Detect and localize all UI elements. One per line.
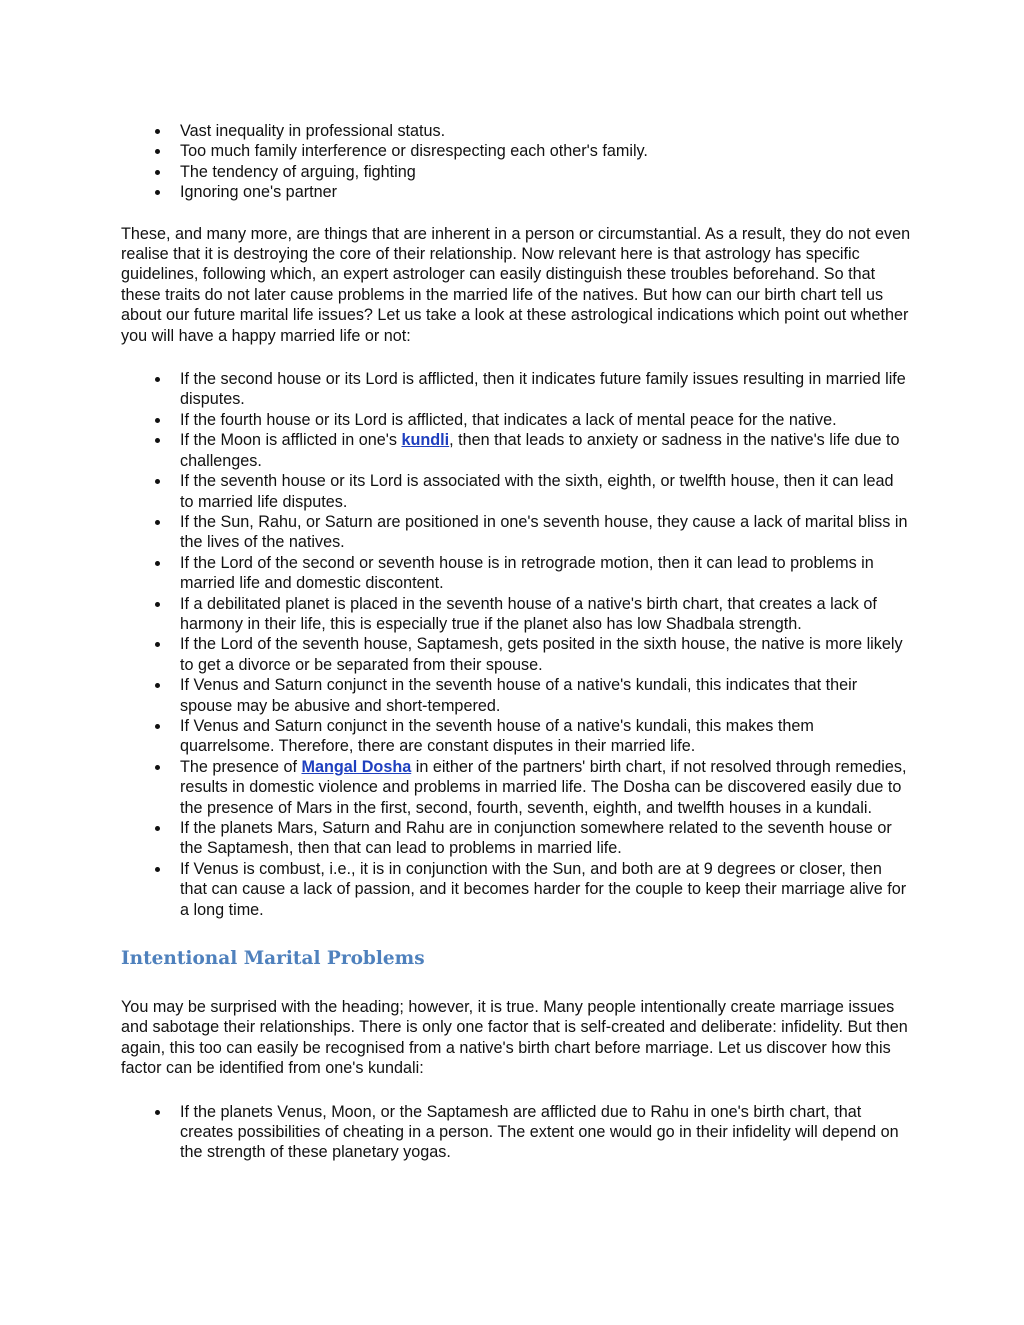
section-paragraph: You may be surprised with the heading; however, it is true. Many people intentionally create marriage issues and sabotage their relationships. There is only one factor that is self-created and deliberate: infidelity. But then again, this too can easily be recognised from a native's birth chart before marriage. Let us discover how this factor can be identified from one's kundali: xyxy=(121,998,908,1078)
indications-list xyxy=(121,369,911,920)
list-item: If the Lord of the seventh house, Saptamesh, gets posited in the sixth house, the native is more likely to get a divorce or be separated from their spouse. xyxy=(121,634,911,675)
list-item: If the planets Mars, Saturn and Rahu are in conjunction somewhere related to the seventh house or the Saptamesh, then that can lead to problems in married life. xyxy=(121,818,911,859)
list-item-text: in either of the partners' birth chart, if not resolved through remedies, results in domestic violence and problems in married life. The Dosha can be discovered easily due to the presence of Mars in the first, second, fourth, seventh, eighth, and twelfth houses in a kundali. xyxy=(180,757,907,817)
list-item: If the planets Venus, Moon, or the Saptamesh are afflicted due to Rahu in one's birth chart, that creates possibilities of cheating in a person. The extent one would go in their infidelity will depend on the strength of these planetary yogas. xyxy=(121,1102,911,1163)
mangal-dosha-link[interactable]: Mangal Dosha xyxy=(301,757,412,776)
infidelity-list xyxy=(121,1102,911,1163)
list-item: If Venus is combust, i.e., it is in conjunction with the Sun, and both are at 9 degrees or closer, then that can cause a lack of passion, and it becomes harder for the couple to keep their marriage alive for a long time. xyxy=(121,859,911,920)
problem-list xyxy=(121,121,911,203)
list-item-text: , then that leads to anxiety or sadness in the native's life due to challenges. xyxy=(180,431,900,470)
kundli-link[interactable]: kundli xyxy=(401,431,450,450)
list-item: If the fourth house or its Lord is afflicted, that indicates a lack of mental peace for the native. xyxy=(121,410,911,430)
list-item: Ignoring one's partner xyxy=(121,182,911,202)
list-item-text: If the Moon is afflicted in one's xyxy=(180,431,402,450)
document-page xyxy=(121,121,911,1163)
list-item-text: The presence of xyxy=(180,757,302,776)
section-heading: Intentional Marital Problems xyxy=(121,948,425,970)
list-item: If the second house or its Lord is afflicted, then it indicates future family issues resulting in married life disputes. xyxy=(121,369,911,410)
list-item: Vast inequality in professional status. xyxy=(121,121,911,141)
list-item: If Venus and Saturn conjunct in the seventh house of a native's kundali, this makes them quarrelsome. Therefore, there are constant disputes in their married life. xyxy=(121,716,911,757)
intro-paragraph: These, and many more, are things that are inherent in a person or circumstantial. As a result, they do not even realise that it is destroying the core of their relationship. Now relevant here is that astrology has specific guidelines, following which, an expert astrologer can easily distinguish these troubles beforehand. So that these traits do not later cause problems in the married life of the natives. But how can our birth chart tell us about our future marital life issues? Let us take a look at these astrological indications which point out whether you will have a happy married life or not: xyxy=(121,224,911,345)
list-item: The tendency of arguing, fighting xyxy=(121,162,911,182)
list-item: If a debilitated planet is placed in the seventh house of a native's birth chart, that creates a lack of harmony in their life, this is especially true if the planet also has low Shadbala strength. xyxy=(121,594,911,635)
list-item: Too much family interference or disrespecting each other's family. xyxy=(121,141,911,161)
list-item: If the seventh house or its Lord is associated with the sixth, eighth, or twelfth house, then it can lead to married life disputes. xyxy=(121,471,911,512)
list-item: If Venus and Saturn conjunct in the seventh house of a native's kundali, this indicates that their spouse may be abusive and short-tempered. xyxy=(121,675,911,716)
list-item xyxy=(121,757,911,818)
list-item: If the Lord of the second or seventh house is in retrograde motion, then it can lead to problems in married life and domestic discontent. xyxy=(121,553,911,594)
list-item xyxy=(121,430,911,471)
list-item: If the Sun, Rahu, or Saturn are positioned in one's seventh house, they cause a lack of marital bliss in the lives of the natives. xyxy=(121,512,911,553)
